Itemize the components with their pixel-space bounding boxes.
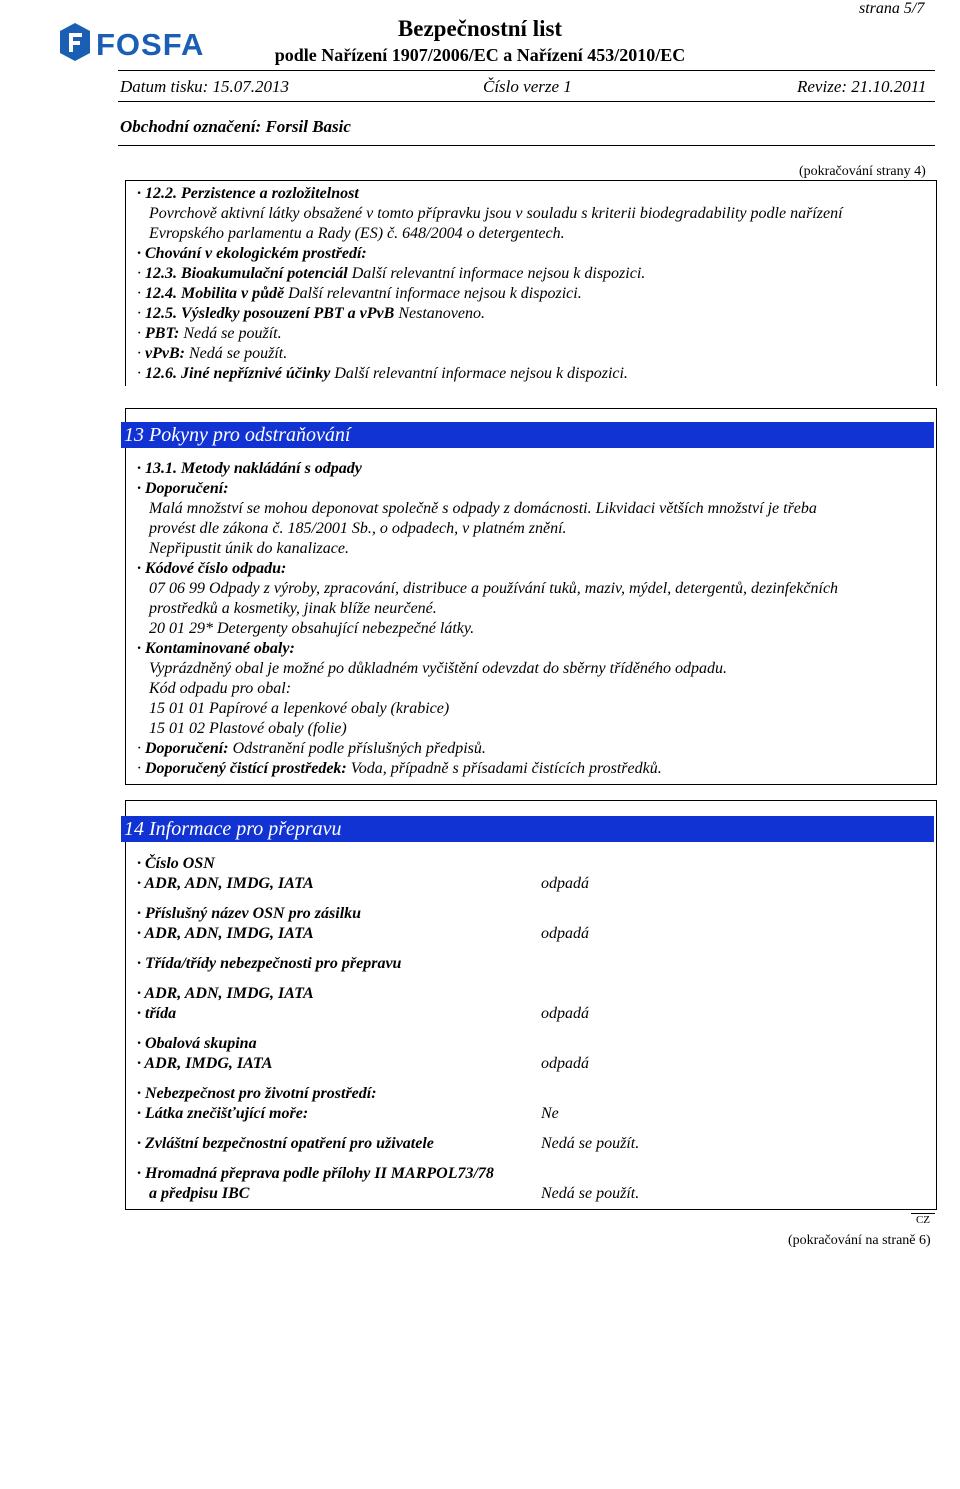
contaminated-label: · Kontaminované obaly: [137,640,295,658]
header-divider [118,70,935,71]
pbt-assessment-row [137,305,485,323]
behavior-title: · Chování v ekologickém prostředí: [137,245,367,263]
other-effects-text: Další relevantní informace nejsou k dispozici. [334,365,628,382]
other-effects-title: 12.6. Jiné nepříznivé účinky [145,365,331,382]
persistence-text-1: Povrchově aktivní látky obsažené v tomto přípravku jsou v souladu s kriterii biodegradability podle nařízení [149,205,843,222]
mobility-title: 12.4. Mobilita v půdě [145,285,285,302]
recommendation-2-row [137,740,486,758]
hazard-class-value: odpadá [541,1005,589,1022]
user-precautions-value: Nedá se použít. [541,1135,640,1152]
un-number-mode: · ADR, ADN, IMDG, IATA [137,875,314,893]
marine-pollutant-value: Ne [541,1105,559,1122]
user-precautions-label: · Zvláštní bezpečnostní opatření pro uživatele [137,1135,434,1153]
bioacc-row [137,265,645,283]
waste-code-text-2: prostředků a kosmetiky, jinak blíže neurčené. [149,600,437,617]
header-divider-2 [118,101,935,102]
print-date: Datum tisku: 15.07.2013 [120,77,290,96]
waste-code-text-3: 20 01 29* Detergenty obsahující nebezpečné látky. [149,620,475,637]
bioacc-text: Další relevantní informace nejsou k dispozici. [351,265,646,282]
logo-text: FOSFA [96,27,205,62]
waste-code-label: · Kódové číslo odpadu: [137,560,286,578]
un-number-value: odpadá [541,875,589,892]
pbt-assessment-text: Nestanoveno. [398,305,485,322]
recommendation-label: · Doporučení: [137,480,229,498]
persistence-text-2: Evropského parlamentu a Rady (ES) č. 648/2004 o detergentech. [149,225,565,242]
vpvb-row [137,345,287,363]
document-subtitle: podle Nařízení 1907/2006/EC a Nařízení 453/2010/EC [274,45,686,65]
contaminated-text-1: Vyprázdněný obal je možné po důkladném vyčištění odevzdat do sběrny tříděného odpadu. [149,660,727,677]
shipping-name-label: · Příslušný název OSN pro zásilku [137,905,361,923]
page-number: strana 5/7 [859,0,925,17]
recommendation-2-label: Doporučení: [145,740,229,757]
packing-group-label: · Obalová skupina [137,1035,257,1053]
cleaner-row [137,760,662,778]
recommendation-text-3: Nepřipustit únik do kanalizace. [149,540,349,557]
bulk-transport-value: Nedá se použít. [541,1185,640,1202]
mobility-text: Další relevantní informace nejsou k dispozici. [288,285,582,302]
un-number-label: · Číslo OSN [137,855,215,873]
bulk-transport-label-1: · Hromadná přeprava podle přílohy II MARPOL73/78 [137,1165,494,1183]
marine-pollutant-label: · Látka znečišťující moře: [137,1105,308,1123]
recommendation-text-1: Malá množství se mohou deponovat společně s odpady z domácnosti. Likvidaci větších množství je třeba [149,500,817,517]
contaminated-text-4: 15 01 02 Plastové obaly (folie) [149,720,347,737]
packing-group-value: odpadá [541,1055,589,1072]
pbt-label: PBT: [145,325,180,342]
continued-to: (pokračování na straně 6) [788,1233,931,1248]
waste-code-text-1: 07 06 99 Odpady z výroby, zpracování, distribuce a používání tuků, maziv, mýdel, detergentů, dezinfekčních [149,580,839,597]
persistence-title: · 12.2. Perzistence a rozložitelnost [137,185,359,203]
header-divider-3 [118,145,935,146]
bioacc-title: 12.3. Bioakumulační potenciál [145,265,348,282]
waste-methods-title: · 13.1. Metody nakládání s odpady [137,460,362,478]
env-hazard-label: · Nebezpečnost pro životní prostředí: [137,1085,377,1103]
section-13-heading: 13 Pokyny pro odstraňování [121,422,934,448]
vpvb-value: Nedá se použít. [188,345,288,362]
cleaner-text: Voda, případně s přísadami čistících prostředků. [350,760,662,777]
packing-group-mode: · ADR, IMDG, IATA [137,1055,272,1073]
shipping-name-value: odpadá [541,925,589,942]
version-number: Číslo verze 1 [483,77,572,96]
shipping-name-mode: · ADR, ADN, IMDG, IATA [137,925,314,943]
bulk-transport-label-2: a předpisu IBC [149,1185,250,1202]
pbt-value: Nedá se použít. [183,325,282,342]
other-effects-row [137,365,628,383]
hazard-class-class-label: · třída [137,1005,176,1023]
document-title: Bezpečnostní list [397,16,563,41]
hazard-class-label: · Třída/třídy nebezpečnosti pro přepravu [137,955,401,973]
pbt-row [137,325,282,343]
pbt-assessment-title: 12.5. Výsledky posouzení PBT a vPvB [145,305,395,322]
contaminated-text-3: 15 01 01 Papírové a lepenkové obaly (krabice) [149,700,450,717]
revision-date: Revize: 21.10.2011 [797,77,927,96]
vpvb-label: vPvB: [145,345,185,362]
continued-from: (pokračování strany 4) [799,164,926,179]
cleaner-label: Doporučený čistící prostředek: [145,760,347,777]
recommendation-2-text: Odstranění podle příslušných předpisů. [232,740,486,757]
contaminated-text-2: Kód odpadu pro obal: [149,680,292,697]
trade-name: Obchodní označení: Forsil Basic [120,117,351,136]
hazard-class-mode: · ADR, ADN, IMDG, IATA [137,985,314,1003]
section-14-heading: 14 Informace pro přepravu [121,816,934,842]
recommendation-text-2: provést dle zákona č. 185/2001 Sb., o odpadech, v platném znění. [149,520,567,537]
language-code: CZ [911,1213,935,1226]
mobility-row [137,285,582,303]
